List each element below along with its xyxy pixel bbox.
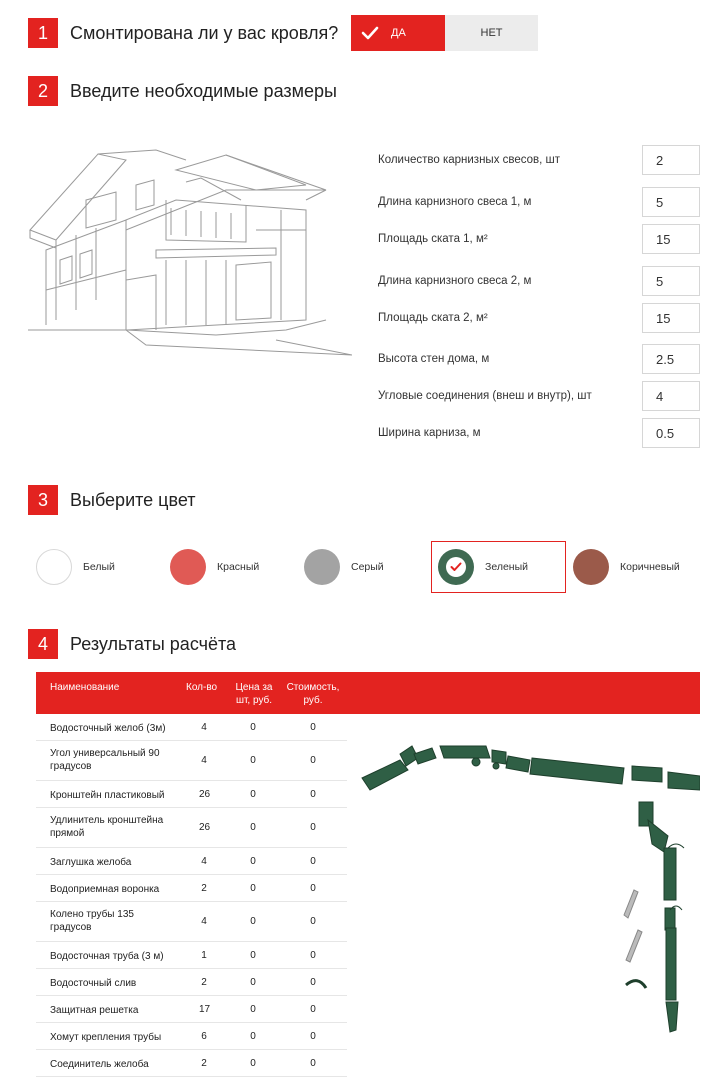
color-picker (30, 541, 710, 593)
item-name: Удлинитель кронштейна прямой (50, 815, 164, 839)
step-number: 2 (28, 76, 58, 106)
color-option[interactable] (567, 541, 717, 593)
house-illustration (26, 130, 352, 360)
dimension-input[interactable] (642, 303, 700, 333)
color-swatch (36, 549, 72, 585)
dimension-input[interactable] (642, 418, 700, 448)
field-label: Площадь ската 2, м² (378, 312, 488, 324)
field-label: Угловые соединения (внеш и внутр), шт (378, 390, 592, 402)
table-row (36, 902, 347, 942)
color-option[interactable] (431, 541, 566, 593)
field-label: Количество карнизных свесов, шт (378, 154, 561, 166)
table-row (36, 875, 347, 902)
step-3-header (28, 485, 196, 515)
item-cost: 0 (310, 1031, 316, 1042)
dimension-field (378, 344, 700, 374)
dimension-field (378, 145, 700, 175)
step-title: Результаты расчёта (70, 633, 237, 654)
table-row (36, 1023, 347, 1050)
item-qty: 2 (201, 977, 207, 988)
check-icon (361, 26, 379, 40)
item-name: Водоприемная воронка (50, 884, 160, 895)
step-1-header (28, 18, 338, 48)
step-number: 3 (28, 485, 58, 515)
step-number: 4 (28, 629, 58, 659)
item-cost: 0 (310, 977, 316, 988)
no-button[interactable] (445, 15, 538, 51)
dimension-field (378, 187, 700, 217)
item-qty: 2 (201, 1058, 207, 1069)
item-qty: 4 (201, 916, 207, 927)
item-cost: 0 (310, 1058, 316, 1069)
dimension-input[interactable] (642, 145, 700, 175)
table-row (36, 942, 347, 969)
item-cost: 0 (310, 722, 316, 733)
step-title: Введите необходимые размеры (70, 80, 337, 101)
dimension-field (378, 224, 700, 254)
field-label: Высота стен дома, м (378, 353, 490, 365)
step-title: Выберите цвет (70, 489, 196, 510)
field-label: Площадь ската 1, м² (378, 233, 488, 245)
item-name: Водосточный слив (50, 978, 137, 989)
dimension-input[interactable] (642, 344, 700, 374)
table-row (36, 781, 347, 808)
item-price: 0 (250, 1004, 256, 1015)
table-row (36, 808, 347, 848)
item-qty: 4 (201, 856, 207, 867)
table-row (36, 1050, 347, 1077)
item-price: 0 (250, 1031, 256, 1042)
item-cost: 0 (310, 916, 316, 927)
step-4-header (28, 629, 236, 659)
color-swatch (438, 549, 474, 585)
check-icon (446, 557, 466, 577)
item-name: Хомут крепления трубы (50, 1032, 162, 1043)
dimension-input[interactable] (642, 224, 700, 254)
field-label: Ширина карниза, м (378, 427, 481, 439)
item-price: 0 (250, 916, 256, 927)
dimension-input[interactable] (642, 381, 700, 411)
dimension-input[interactable] (642, 187, 700, 217)
yes-label: ДА (391, 27, 406, 39)
step-number: 1 (28, 18, 58, 48)
item-name: Соединитель желоба (50, 1059, 149, 1070)
item-qty: 6 (201, 1031, 207, 1042)
no-label: НЕТ (480, 27, 503, 39)
color-label: Серый (351, 561, 384, 573)
item-cost: 0 (310, 883, 316, 894)
step-title: Смонтирована ли у вас кровля? (70, 22, 339, 43)
item-cost: 0 (310, 789, 316, 800)
table-row (36, 996, 347, 1023)
color-label: Коричневый (620, 561, 680, 573)
color-option[interactable] (298, 541, 418, 593)
column-cost: Стоимость, руб. (286, 682, 340, 706)
item-price: 0 (250, 1058, 256, 1069)
dimension-field (378, 266, 700, 296)
dimension-field (378, 381, 700, 411)
table-row (36, 969, 347, 996)
field-label: Длина карнизного свеса 2, м (378, 275, 532, 287)
color-swatch (304, 549, 340, 585)
table-row (36, 848, 347, 875)
yes-button[interactable] (351, 15, 445, 51)
results-table-body (36, 714, 347, 1077)
item-qty: 1 (201, 950, 207, 961)
column-qty: Кол-во (186, 682, 218, 693)
column-price: Цена за шт, руб. (235, 682, 273, 706)
color-label: Красный (217, 561, 260, 573)
color-option[interactable] (164, 541, 284, 593)
dimension-field (378, 303, 700, 333)
item-qty: 4 (201, 755, 207, 766)
step-2-header (28, 76, 337, 106)
item-name: Заглушка желоба (50, 857, 132, 868)
item-cost: 0 (310, 822, 316, 833)
item-price: 0 (250, 977, 256, 988)
gutter-system-image (356, 740, 700, 1040)
item-name: Водосточная труба (3 м) (50, 951, 164, 962)
item-price: 0 (250, 822, 256, 833)
results-table-header (36, 672, 700, 714)
item-name: Водосточный желоб (3м) (50, 723, 166, 734)
item-cost: 0 (310, 755, 316, 766)
item-price: 0 (250, 722, 256, 733)
dimension-input[interactable] (642, 266, 700, 296)
item-price: 0 (250, 789, 256, 800)
color-swatch (170, 549, 206, 585)
item-price: 0 (250, 856, 256, 867)
dimension-field (378, 418, 700, 448)
item-qty: 17 (199, 1004, 211, 1015)
item-cost: 0 (310, 856, 316, 867)
item-name: Защитная решетка (50, 1005, 139, 1016)
color-label: Зеленый (485, 561, 529, 573)
color-option[interactable] (30, 541, 140, 593)
item-qty: 2 (201, 883, 207, 894)
item-name: Колено трубы 135 градусов (50, 909, 134, 933)
field-label: Длина карнизного свеса 1, м (378, 196, 532, 208)
item-qty: 26 (199, 822, 211, 833)
item-price: 0 (250, 950, 256, 961)
item-cost: 0 (310, 1004, 316, 1015)
column-name: Наименование (50, 682, 120, 693)
item-qty: 26 (199, 789, 211, 800)
roof-installed-toggle (351, 15, 538, 51)
table-row (36, 741, 347, 781)
color-swatch (573, 549, 609, 585)
color-label: Белый (83, 561, 115, 573)
table-row (36, 714, 347, 741)
item-cost: 0 (310, 950, 316, 961)
item-price: 0 (250, 883, 256, 894)
item-name: Угол универсальный 90 градусов (50, 748, 160, 772)
item-price: 0 (250, 755, 256, 766)
item-name: Кронштейн пластиковый (50, 790, 165, 801)
item-qty: 4 (201, 722, 207, 733)
